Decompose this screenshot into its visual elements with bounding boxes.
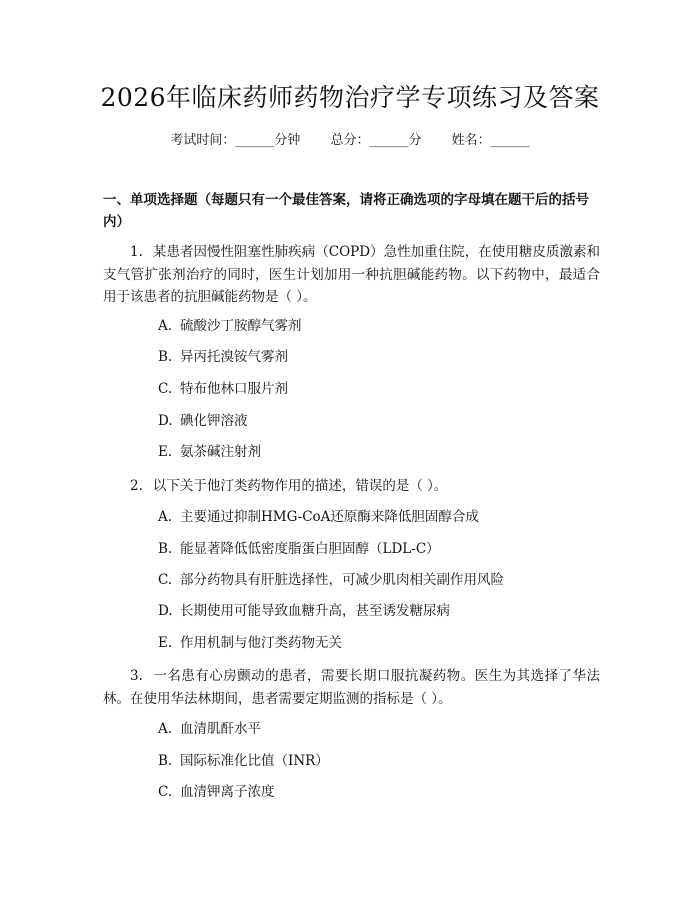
option-text: 特布他林口服片剂 [180, 381, 288, 397]
option-text: 能显著降低低密度脂蛋白胆固醇（LDL-C） [180, 541, 440, 557]
option-letter: E. [158, 444, 173, 460]
question-2-option-b [158, 539, 578, 559]
question-2-option-e [158, 633, 578, 653]
page-title: 2026年临床药师药物治疗学专项练习及答案 [100, 83, 600, 112]
question-text: 以下关于他汀类药物作用的描述，错误的是（ ）。 [152, 478, 448, 494]
option-letter: D. [158, 603, 173, 619]
exam-name: 姓名：______ [451, 133, 530, 148]
option-letter: B. [158, 753, 173, 769]
question-1-option-c [158, 379, 578, 399]
question-2-option-a [158, 507, 578, 527]
question-number: 3. [130, 668, 143, 684]
option-letter: C. [158, 784, 173, 800]
question-1-option-a [158, 316, 578, 336]
question-1-stem [103, 241, 600, 309]
option-letter: B. [158, 349, 173, 365]
question-1-option-d [158, 411, 578, 431]
option-letter: A. [158, 318, 173, 334]
option-letter: E. [158, 635, 173, 651]
option-text: 氨茶碱注射剂 [180, 444, 261, 460]
exam-total-score: 总分：______分 [330, 133, 422, 148]
option-text: 作用机制与他汀类药物无关 [180, 635, 342, 651]
option-text: 国际标准化比值（INR） [180, 753, 329, 769]
option-text: 部分药物具有肝脏选择性，可减少肌肉相关副作用风险 [180, 572, 504, 588]
question-2-option-c [158, 570, 578, 590]
question-3-stem [103, 665, 600, 710]
question-number: 1. [130, 244, 143, 260]
option-text: 血清肌酐水平 [180, 721, 261, 737]
option-text: 碘化钾溶液 [180, 413, 248, 429]
option-text: 硫酸沙丁胺醇气雾剂 [180, 318, 302, 334]
option-text: 血清钾离子浓度 [180, 784, 275, 800]
question-text: 一名患有心房颤动的患者，需要长期口服抗凝药物。医生为其选择了华法林。在使用华法林期间，患者需要定期监测的指标是（ ）。 [103, 668, 600, 707]
question-2-stem [103, 475, 600, 498]
question-1-option-b [158, 347, 578, 367]
question-3-option-a [158, 719, 578, 739]
option-letter: A. [158, 509, 173, 525]
exam-meta [0, 131, 700, 151]
option-text: 主要通过抑制HMG-CoA还原酶来降低胆固醇合成 [180, 509, 479, 525]
option-letter: C. [158, 381, 173, 397]
option-text: 异丙托溴铵气雾剂 [180, 349, 288, 365]
question-1-option-e [158, 442, 578, 462]
option-letter: C. [158, 572, 173, 588]
question-text: 某患者因慢性阻塞性肺疾病（COPD）急性加重住院，在使用糖皮质激素和支气管扩张剂治疗的同时，医生计划加用一种抗胆碱能药物。以下药物中，最适合用于该患者的抗胆碱能药物是（ ）。 [103, 244, 600, 305]
question-3-option-c [158, 782, 578, 802]
question-2-option-d [158, 601, 578, 621]
question-number: 2. [130, 478, 143, 494]
option-text: 长期使用可能导致血糖升高，甚至诱发糖尿病 [180, 603, 450, 619]
option-letter: A. [158, 721, 173, 737]
exam-time: 考试时间：______分钟 [170, 133, 301, 148]
question-3-option-b [158, 751, 578, 771]
section-heading: 一、单项选择题（每题只有一个最佳答案，请将正确选项的字母填在题干后的括号内） [103, 192, 589, 230]
option-letter: D. [158, 413, 173, 429]
option-letter: B. [158, 541, 173, 557]
